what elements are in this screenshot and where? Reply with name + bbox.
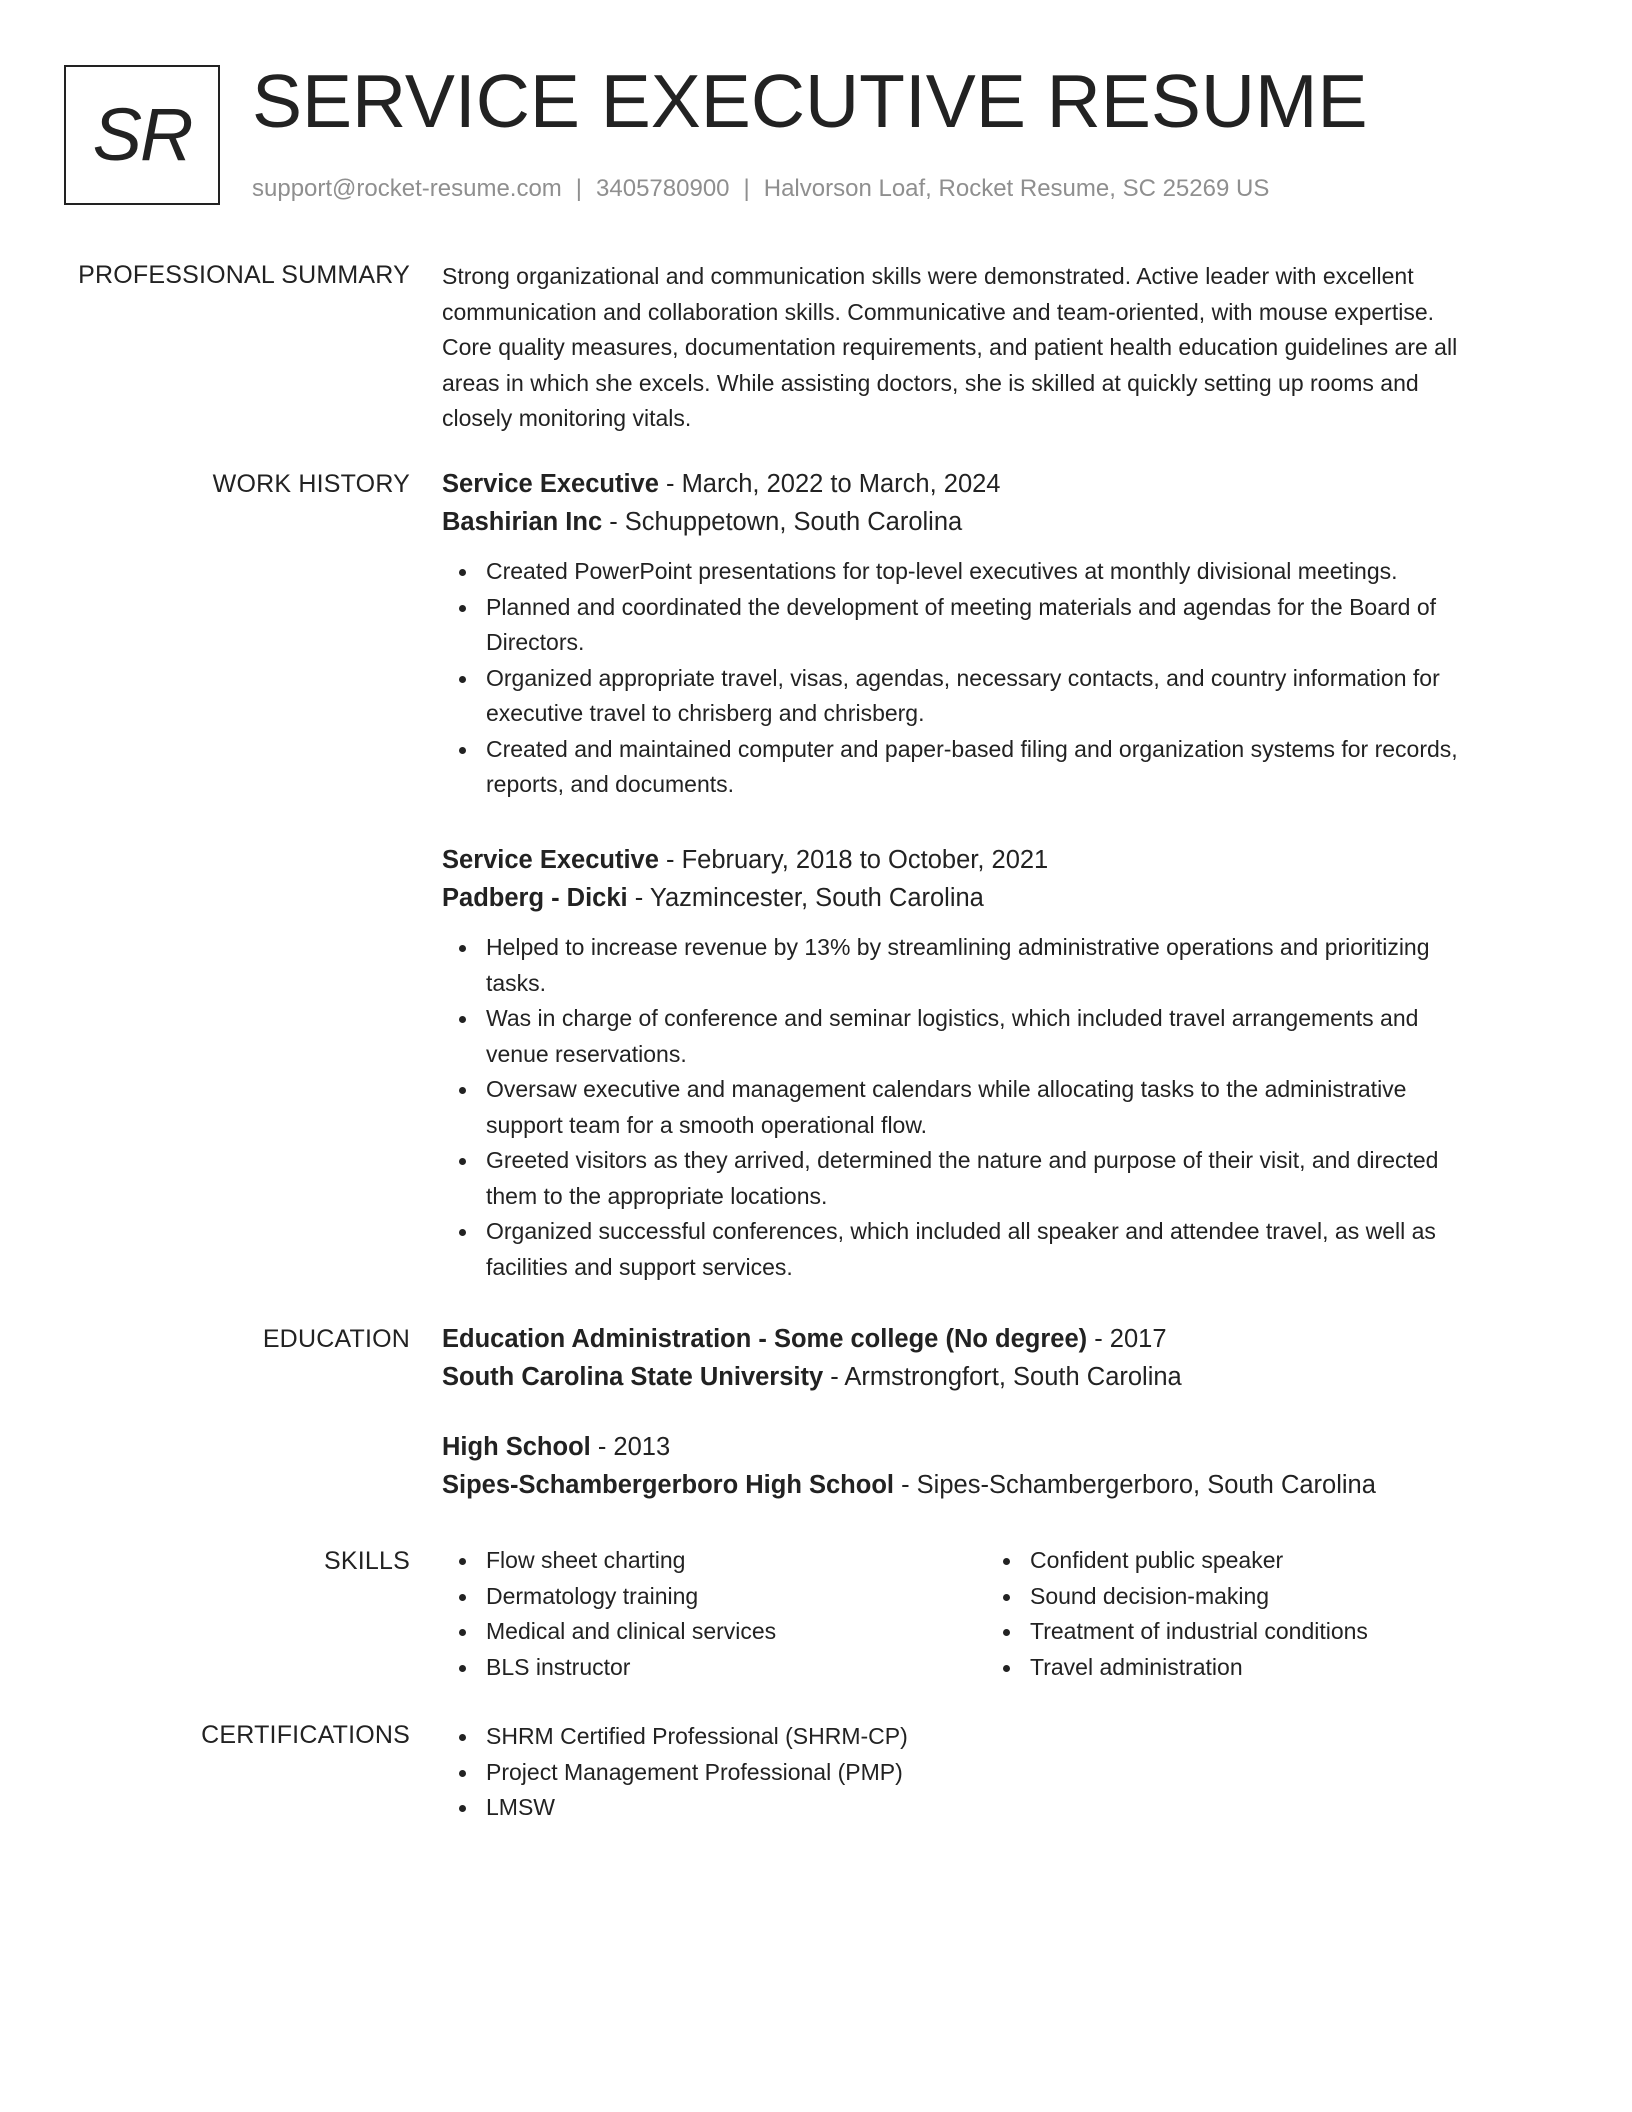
section-label: PROFESSIONAL SUMMARY	[78, 261, 410, 289]
certifications-body	[442, 1719, 1532, 1826]
education-school-line	[442, 1358, 1532, 1396]
resume-title: SERVICE EXECUTIVE RESUME	[252, 59, 1368, 143]
skill-item: BLS instructor	[442, 1650, 986, 1686]
contact-phone[interactable]: 3405780900	[596, 175, 730, 202]
skill-item: Travel administration	[986, 1650, 1530, 1686]
summary-line: Core quality measures, documentation requirements, and patient health education guidelines are all	[442, 334, 1458, 360]
summary-line: areas in which she excels. While assisting doctors, she is skilled at quickly setting up rooms and	[442, 369, 1419, 396]
job-bullet: Organized successful conferences, which included all speaker and attendee travel, as well as facilities and support services.	[442, 1214, 1532, 1285]
job-bullet: Oversaw executive and management calendars while allocating tasks to the administrative support team for a smooth operational flow.	[442, 1072, 1532, 1143]
job-dates: - March, 2022 to March, 2024	[658, 470, 1001, 498]
contact-email[interactable]: support@rocket-resume.com	[252, 175, 562, 202]
job-company-line	[442, 503, 1532, 541]
job-bullets	[442, 930, 1532, 1285]
education-degree: High School	[442, 1433, 591, 1461]
monogram-logo	[64, 65, 220, 205]
skill-item: Flow sheet charting	[442, 1543, 986, 1579]
job-bullet: Greeted visitors as they arrived, determined the nature and purpose of their visit, and directed them to the appropriate locations.	[442, 1143, 1532, 1214]
section-label: CERTIFICATIONS	[201, 1721, 410, 1749]
job-bullet: Created PowerPoint presentations for top-level executives at monthly divisional meetings.	[442, 554, 1532, 590]
contact-line	[252, 174, 1269, 204]
summary-line: Strong organizational and communication skills were demonstrated. Active leader with excellent	[442, 263, 1414, 289]
job-bullet: Created and maintained computer and paper-based filing and organization systems for records, reports, and documents.	[442, 732, 1532, 803]
education-degree-line	[442, 1320, 1532, 1358]
education-degree-line	[442, 1428, 1532, 1466]
job-company-line	[442, 879, 1532, 917]
contact-address: Halvorson Loaf, Rocket Resume, SC 25269 US	[763, 175, 1270, 202]
job-bullet: Organized appropriate travel, visas, agendas, necessary contacts, and country information for executive travel to chrisberg and chrisberg.	[442, 661, 1532, 732]
job-location: - Schuppetown, South Carolina	[602, 508, 963, 536]
summary-line: closely monitoring vitals.	[442, 405, 692, 431]
skill-item: Dermatology training	[442, 1579, 986, 1615]
certification-item: LMSW	[442, 1790, 1532, 1826]
education-entry	[442, 1428, 1532, 1504]
education-year: - 2017	[1087, 1325, 1167, 1353]
skill-item: Medical and clinical services	[442, 1614, 986, 1650]
skills-column-left	[442, 1543, 986, 1685]
job-title-line	[442, 841, 1532, 879]
job-location: - Yazmincester, South Carolina	[627, 884, 984, 912]
skills-grid	[442, 1543, 1532, 1685]
skill-item: Sound decision-making	[986, 1579, 1530, 1615]
skills-column-right	[986, 1543, 1530, 1685]
job-bullet: Helped to increase revenue by 13% by streamlining administrative operations and prioritizing tasks.	[442, 930, 1532, 1001]
job-entry	[442, 841, 1532, 1285]
contact-separator: |	[575, 175, 583, 202]
education-school: South Carolina State University	[442, 1363, 824, 1391]
summary-line: communication and collaboration skills. Communicative and team-oriented, with mouse expertise.	[442, 298, 1435, 325]
contact-separator: |	[743, 175, 750, 202]
skill-item: Confident public speaker	[986, 1543, 1530, 1579]
job-title-line	[442, 465, 1532, 503]
monogram-initials: SR	[92, 92, 192, 176]
section-label: WORK HISTORY	[212, 470, 410, 498]
certifications-list	[442, 1719, 1532, 1826]
education-entry	[442, 1320, 1532, 1396]
job-dates: - February, 2018 to October, 2021	[658, 846, 1049, 874]
education-school-line	[442, 1466, 1532, 1504]
job-entry	[442, 465, 1532, 803]
section-label: EDUCATION	[262, 1325, 410, 1353]
certification-item: Project Management Professional (PMP)	[442, 1755, 1532, 1791]
job-bullet: Was in charge of conference and seminar logistics, which included travel arrangements and venue reservations.	[442, 1001, 1532, 1072]
education-school: Sipes-Schambergerboro High School	[442, 1471, 894, 1499]
job-company: Padberg - Dicki	[442, 884, 628, 912]
education-degree: Education Administration - Some college (No degree)	[442, 1325, 1088, 1353]
education-year: - 2013	[590, 1433, 671, 1461]
section-label: SKILLS	[324, 1547, 410, 1575]
summary-text	[442, 259, 1532, 437]
education-location: - Sipes-Schambergerboro, South Carolina	[894, 1471, 1376, 1499]
certification-item: SHRM Certified Professional (SHRM-CP)	[442, 1719, 1532, 1755]
job-title: Service Executive	[442, 846, 659, 874]
job-bullet: Planned and coordinated the development of meeting materials and agendas for the Board of Directors.	[442, 590, 1532, 661]
job-title: Service Executive	[442, 470, 659, 498]
job-bullets	[442, 554, 1532, 803]
job-company: Bashirian Inc	[442, 508, 603, 536]
skill-item: Treatment of industrial conditions	[986, 1614, 1530, 1650]
education-location: - Armstrongfort, South Carolina	[823, 1363, 1182, 1391]
